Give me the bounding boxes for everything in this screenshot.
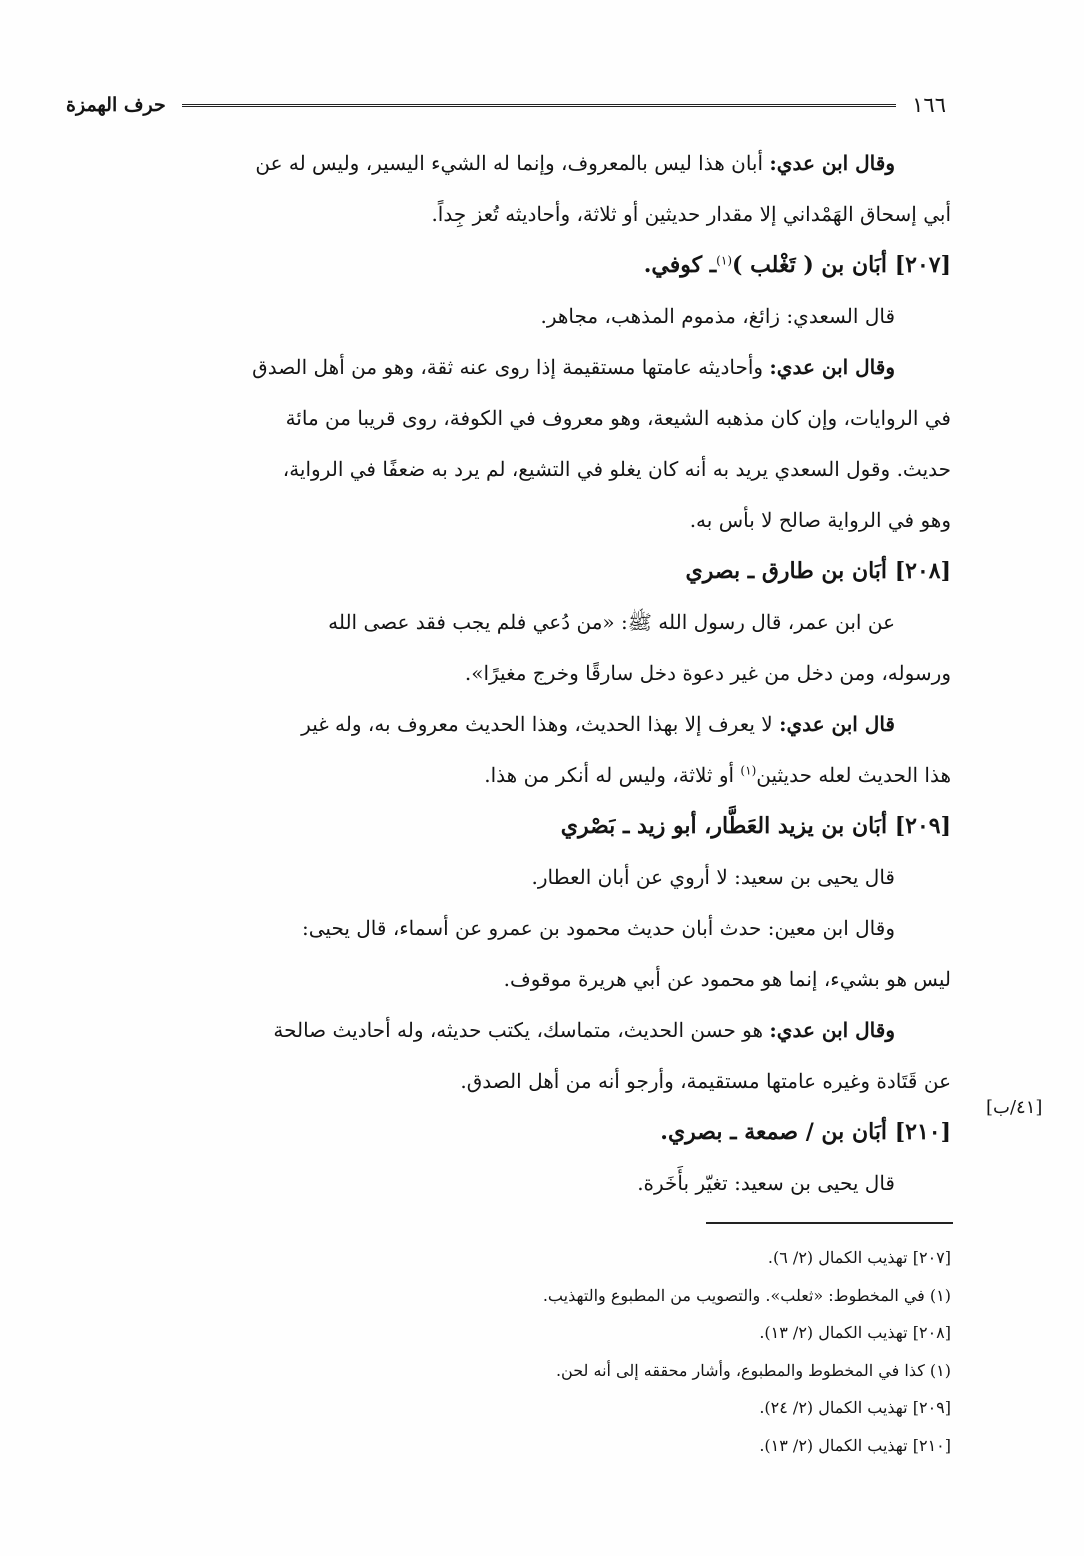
- entry-heading: [66, 240, 951, 291]
- text-line: [66, 291, 951, 342]
- footnote: (١) كذا في المخطوط والمطبوع، وأشار محققه إلى أنه لحن.: [555, 1360, 951, 1380]
- speaker-lead: وقال ابن عدي:: [769, 151, 895, 175]
- text-line: [66, 699, 951, 750]
- line-text: وقال ابن معين: حدث أبان حديث محمود بن عمرو عن أسماء، قال يحيى:: [302, 916, 895, 940]
- margin-folio-note: [٤١/ب]: [986, 1097, 1043, 1118]
- entry-heading: [66, 546, 951, 597]
- entry-title: [٢٠٧] أبَان بن ( تَغْلب ): [732, 252, 951, 278]
- text-line: [66, 138, 951, 189]
- footnote: [٢٠٨] تهذيب الكمال (٢/ ١٣).: [759, 1323, 951, 1342]
- entry-title-suffix: ـ كوفي.: [643, 252, 717, 278]
- text-line: [66, 495, 951, 546]
- speaker-lead: قال ابن عدي:: [779, 712, 895, 736]
- line-text: قال السعدي: زائغ، مذموم المذهب، مجاهر.: [540, 304, 895, 328]
- line-text: عن ابن عمر، قال رسول الله ﷺ: «من دُعي فلم يجب فقد عصى الله: [328, 610, 895, 634]
- running-head: [66, 88, 946, 122]
- text-line: [66, 1056, 951, 1107]
- text-line: [66, 852, 951, 903]
- body-text: [66, 138, 951, 1209]
- line-text: ليس هو بشيء، إنما هو محمود عن أبي هريرة موقوف.: [503, 967, 951, 991]
- footnote: [٢٠٧] تهذيب الكمال (٢/ ٦).: [767, 1248, 951, 1267]
- text-line: [66, 444, 951, 495]
- running-head-title: حرف الهمزة: [66, 94, 166, 116]
- text-line: [66, 189, 951, 240]
- text-line: [66, 342, 951, 393]
- speaker-lead: وقال ابن عدي:: [769, 355, 895, 379]
- line-text: وأحاديثه عامتها مستقيمة إذا روى عنه ثقة، وهو من أهل الصدق: [252, 355, 770, 379]
- line-text: هو حسن الحديث، متماسك، يكتب حديثه، وله أحاديث صالحة: [273, 1018, 770, 1042]
- line-text: وهو في الرواية صالح لا بأس به.: [689, 508, 951, 532]
- entry-title: [٢٠٩] أبَان بن يزيد العَطَّار، أبو زيد ـ بَصْري: [560, 813, 951, 839]
- text-line: [66, 597, 951, 648]
- text-line: [66, 648, 951, 699]
- line-text: قال يحيى بن سعيد: تغيّر بأَخَرة.: [637, 1171, 895, 1195]
- text-line: [66, 954, 951, 1005]
- footnotes: [66, 1239, 951, 1464]
- footnote-marker: (١): [716, 253, 732, 268]
- entry-title: [٢١٠] أبَان بن / صمعة ـ بصري.: [660, 1119, 951, 1145]
- entry-title: [٢٠٨] أبَان بن طارق ـ بصري: [685, 558, 951, 584]
- footnote-separator: [706, 1222, 953, 1224]
- line-text: عن قَتَادة وغيره عامتها مستقيمة، وأرجو أنه من أهل الصدق.: [460, 1069, 951, 1093]
- speaker-lead: وقال ابن عدي:: [769, 1018, 895, 1042]
- line-text: هذا الحديث لعله حديثين: [756, 763, 951, 787]
- line-text-after: أو ثلاثة، وليس له أنكر من هذا.: [484, 763, 741, 787]
- running-head-rule: [182, 104, 896, 107]
- footnote: [٢١٠] تهذيب الكمال (٢/ ١٣).: [759, 1435, 951, 1455]
- line-text: ورسوله، ومن دخل من غير دعوة دخل سارقًا وخرج مغيرًا».: [464, 661, 951, 685]
- line-text: أبان هذا ليس بالمعروف، وإنما له الشيء اليسير، وليس له عن: [255, 151, 770, 175]
- entry-heading: [66, 1107, 951, 1158]
- text-line: [66, 750, 951, 801]
- text-line: [66, 1158, 951, 1209]
- line-text: قال يحيى بن سعيد: لا أروي عن أبان العطار.: [531, 865, 895, 889]
- text-line: [66, 393, 951, 444]
- entry-heading: [66, 801, 951, 852]
- footnote: [٢٠٩] تهذيب الكمال (٢/ ٢٤).: [759, 1398, 951, 1417]
- text-line: [66, 903, 951, 954]
- line-text: في الروايات، وإن كان مذهبه الشيعة، وهو معروف في الكوفة، روى قريبا من مائة: [285, 406, 951, 430]
- page-number: ١٦٦: [912, 93, 946, 117]
- footnote: (١) في المخطوط: «ثعلب». والتصويب من المطبوع والتهذيب.: [542, 1285, 951, 1305]
- footnote-marker: (١): [740, 763, 757, 778]
- line-text: أبي إسحاق الهَمْداني إلا مقدار حديثين أو ثلاثة، وأحاديثه تُعز جِداً.: [431, 202, 951, 226]
- line-text: لا يعرف إلا بهذا الحديث، وهذا الحديث معروف به، وله غير: [301, 712, 780, 736]
- line-text: حديث. وقول السعدي يريد به أنه كان يغلو في التشيع، لم يرد به ضعفًا في الرواية،: [282, 457, 951, 481]
- text-line: [66, 1005, 951, 1056]
